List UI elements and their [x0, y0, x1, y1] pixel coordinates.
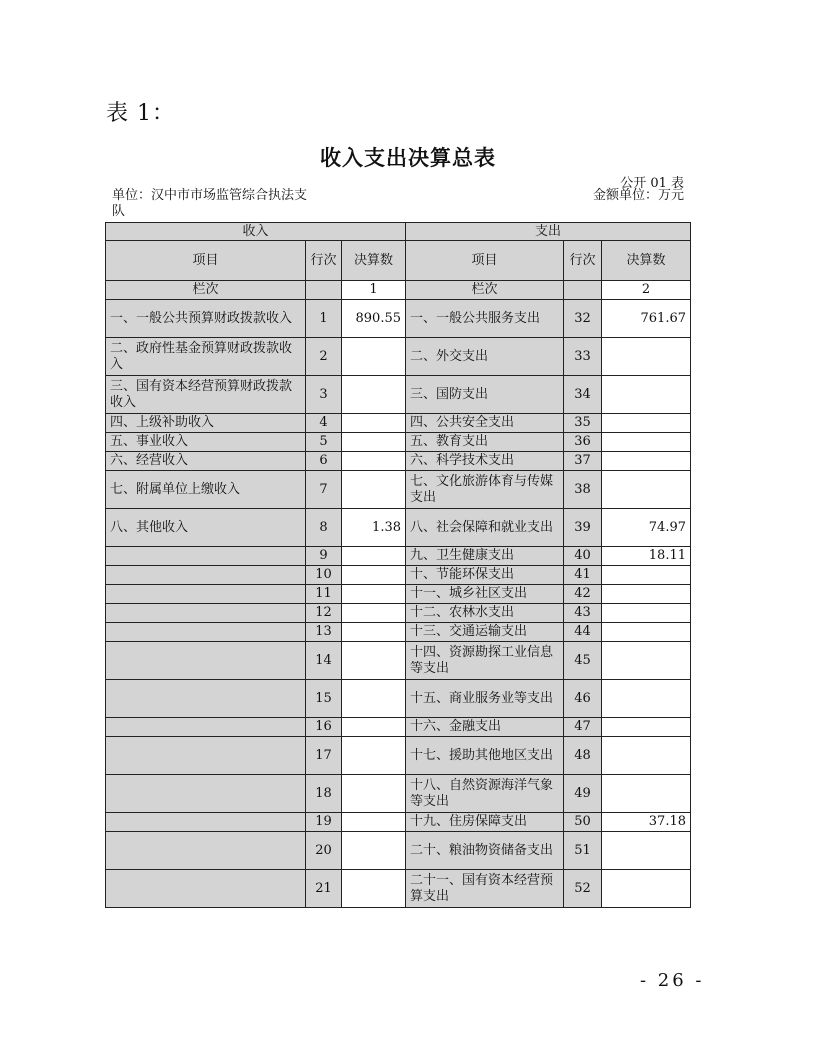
- income-line: 21: [306, 870, 342, 908]
- expense-item: 六、科学技术支出: [406, 452, 564, 471]
- table-row: [106, 376, 691, 414]
- income-line: 3: [306, 376, 342, 414]
- expense-line: 32: [564, 300, 602, 338]
- income-amount: [342, 623, 406, 642]
- income-item: 一、一般公共预算财政拨款收入: [106, 300, 306, 338]
- table-number: 表 1：: [106, 101, 175, 126]
- income-column-row-label: 栏次: [106, 281, 306, 300]
- income-line: 10: [306, 566, 342, 585]
- table-row: [106, 338, 691, 376]
- expense-item: 五、教育支出: [406, 433, 564, 452]
- income-item: 六、经营收入: [106, 452, 306, 471]
- expense-item: 九、卫生健康支出: [406, 547, 564, 566]
- expense-item: 三、国防支出: [406, 376, 564, 414]
- expense-line: 40: [564, 547, 602, 566]
- income-item: 三、国有资本经营预算财政拨款收入: [106, 376, 306, 414]
- section-header-row: [106, 223, 691, 241]
- income-line: 1: [306, 300, 342, 338]
- income-amount: [342, 376, 406, 414]
- expense-line-header: 行次: [564, 241, 602, 281]
- expense-line: 42: [564, 585, 602, 604]
- income-line: 17: [306, 737, 342, 775]
- income-amount: [342, 718, 406, 737]
- income-item: [106, 566, 306, 585]
- income-amount: [342, 680, 406, 718]
- expense-amount: [602, 471, 691, 509]
- expense-item: 二十一、国有资本经营预算支出: [406, 870, 564, 908]
- income-line: 20: [306, 832, 342, 870]
- expense-line: 52: [564, 870, 602, 908]
- income-item: [106, 604, 306, 623]
- income-amount: [342, 832, 406, 870]
- expense-amount: [602, 737, 691, 775]
- income-item: [106, 718, 306, 737]
- expense-line: 44: [564, 623, 602, 642]
- expense-line: 43: [564, 604, 602, 623]
- income-section-header: 收入: [106, 223, 406, 241]
- expense-amount: 74.97: [602, 509, 691, 547]
- expense-column-number: 2: [602, 281, 691, 300]
- expense-amount: [602, 870, 691, 908]
- expense-line: 51: [564, 832, 602, 870]
- expense-item: 十一、城乡社区支出: [406, 585, 564, 604]
- table-row: [106, 433, 691, 452]
- income-amount: 1.38: [342, 509, 406, 547]
- income-line: 6: [306, 452, 342, 471]
- expense-line: 41: [564, 566, 602, 585]
- expense-amount: [602, 433, 691, 452]
- income-item: [106, 775, 306, 813]
- expense-line: 49: [564, 775, 602, 813]
- expense-amount: [602, 585, 691, 604]
- income-line: 5: [306, 433, 342, 452]
- expense-line: 45: [564, 642, 602, 680]
- table-row: [106, 566, 691, 585]
- expense-amount: [602, 642, 691, 680]
- table-row: [106, 623, 691, 642]
- income-item: [106, 642, 306, 680]
- income-line: 16: [306, 718, 342, 737]
- expense-amount: [602, 604, 691, 623]
- income-line: 19: [306, 813, 342, 832]
- expense-amount: [602, 566, 691, 585]
- expense-item: 八、社会保障和就业支出: [406, 509, 564, 547]
- income-amount: 890.55: [342, 300, 406, 338]
- expense-item: 七、文化旅游体育与传媒支出: [406, 471, 564, 509]
- page-number: - 26 -: [640, 970, 705, 991]
- income-line: 8: [306, 509, 342, 547]
- expense-item: 一、一般公共服务支出: [406, 300, 564, 338]
- income-item: 七、附属单位上缴收入: [106, 471, 306, 509]
- income-item: [106, 547, 306, 566]
- income-line: 12: [306, 604, 342, 623]
- expense-line: 46: [564, 680, 602, 718]
- income-line: 11: [306, 585, 342, 604]
- expense-line: 37: [564, 452, 602, 471]
- income-amount: [342, 547, 406, 566]
- table-row: [106, 300, 691, 338]
- expense-amount: [602, 718, 691, 737]
- income-item: 二、政府性基金预算财政拨款收入: [106, 338, 306, 376]
- table-row: [106, 718, 691, 737]
- income-line: 4: [306, 414, 342, 433]
- expense-line: 36: [564, 433, 602, 452]
- income-amount: [342, 813, 406, 832]
- expense-item: 二十、粮油物资储备支出: [406, 832, 564, 870]
- expense-line: 48: [564, 737, 602, 775]
- table-row: [106, 832, 691, 870]
- income-line: 2: [306, 338, 342, 376]
- income-item: [106, 585, 306, 604]
- income-item: [106, 870, 306, 908]
- income-line: 7: [306, 471, 342, 509]
- table-row: [106, 414, 691, 433]
- table-row: [106, 585, 691, 604]
- expense-amount: [602, 775, 691, 813]
- expense-item: 十九、住房保障支出: [406, 813, 564, 832]
- table-row: [106, 813, 691, 832]
- income-item: [106, 832, 306, 870]
- income-amount: [342, 433, 406, 452]
- expense-line: 35: [564, 414, 602, 433]
- income-amount: [342, 642, 406, 680]
- page-title: 收入支出决算总表: [320, 146, 496, 170]
- income-amount: [342, 566, 406, 585]
- income-amount: [342, 775, 406, 813]
- income-item-header: 项目: [106, 241, 306, 281]
- income-amount: [342, 414, 406, 433]
- expense-line: 33: [564, 338, 602, 376]
- table-row: [106, 737, 691, 775]
- expense-amount: [602, 832, 691, 870]
- income-expense-table: [105, 222, 691, 908]
- expense-item: 十三、交通运输支出: [406, 623, 564, 642]
- table-row: [106, 775, 691, 813]
- income-line-header: 行次: [306, 241, 342, 281]
- table-row: [106, 547, 691, 566]
- table-row: [106, 680, 691, 718]
- column-header-row: [106, 241, 691, 281]
- form-code: 公开 01 表: [620, 176, 684, 191]
- expense-section-header: 支出: [406, 223, 691, 241]
- income-column-number: 1: [342, 281, 406, 300]
- expense-line: 39: [564, 509, 602, 547]
- income-amount: [342, 737, 406, 775]
- expense-amount: [602, 623, 691, 642]
- expense-item: 十八、自然资源海洋气象等支出: [406, 775, 564, 813]
- expense-item: 十五、商业服务业等支出: [406, 680, 564, 718]
- expense-amount: 761.67: [602, 300, 691, 338]
- expense-line: 38: [564, 471, 602, 509]
- expense-line: 34: [564, 376, 602, 414]
- expense-amount: [602, 452, 691, 471]
- expense-amount: [602, 338, 691, 376]
- expense-amount: [602, 680, 691, 718]
- expense-line: 50: [564, 813, 602, 832]
- income-item: 八、其他收入: [106, 509, 306, 547]
- unit-label: 单位：汉中市市场监管综合执法支队: [112, 188, 308, 219]
- expense-amount: [602, 414, 691, 433]
- expense-amount: [602, 376, 691, 414]
- income-amount: [342, 870, 406, 908]
- income-amount: [342, 585, 406, 604]
- expense-item: 十七、援助其他地区支出: [406, 737, 564, 775]
- income-item: 五、事业收入: [106, 433, 306, 452]
- expense-line-blank: [564, 281, 602, 300]
- expense-item: 十二、农林水支出: [406, 604, 564, 623]
- income-line: 15: [306, 680, 342, 718]
- expense-column-row-label: 栏次: [406, 281, 564, 300]
- amount-unit: 金额单位：万元: [592, 188, 684, 203]
- income-line: 14: [306, 642, 342, 680]
- expense-item: 二、外交支出: [406, 338, 564, 376]
- expense-item: 十四、资源勘探工业信息等支出: [406, 642, 564, 680]
- income-item: [106, 737, 306, 775]
- table-row: [106, 604, 691, 623]
- table-row: [106, 471, 691, 509]
- table-row: [106, 642, 691, 680]
- income-line: 18: [306, 775, 342, 813]
- income-amount: [342, 452, 406, 471]
- table-row: [106, 509, 691, 547]
- income-amount: [342, 338, 406, 376]
- income-line-blank: [306, 281, 342, 300]
- income-item: [106, 623, 306, 642]
- income-item: [106, 813, 306, 832]
- column-number-row: [106, 281, 691, 300]
- income-amount: [342, 604, 406, 623]
- expense-amount-header: 决算数: [602, 241, 691, 281]
- income-item: [106, 680, 306, 718]
- expense-amount: 37.18: [602, 813, 691, 832]
- table-row: [106, 870, 691, 908]
- income-line: 9: [306, 547, 342, 566]
- expense-item: 四、公共安全支出: [406, 414, 564, 433]
- expense-item: 十六、金融支出: [406, 718, 564, 737]
- expense-amount: 18.11: [602, 547, 691, 566]
- income-item: 四、上级补助收入: [106, 414, 306, 433]
- expense-line: 47: [564, 718, 602, 737]
- table-row: [106, 452, 691, 471]
- income-line: 13: [306, 623, 342, 642]
- income-amount-header: 决算数: [342, 241, 406, 281]
- income-amount: [342, 471, 406, 509]
- expense-item-header: 项目: [406, 241, 564, 281]
- expense-item: 十、节能环保支出: [406, 566, 564, 585]
